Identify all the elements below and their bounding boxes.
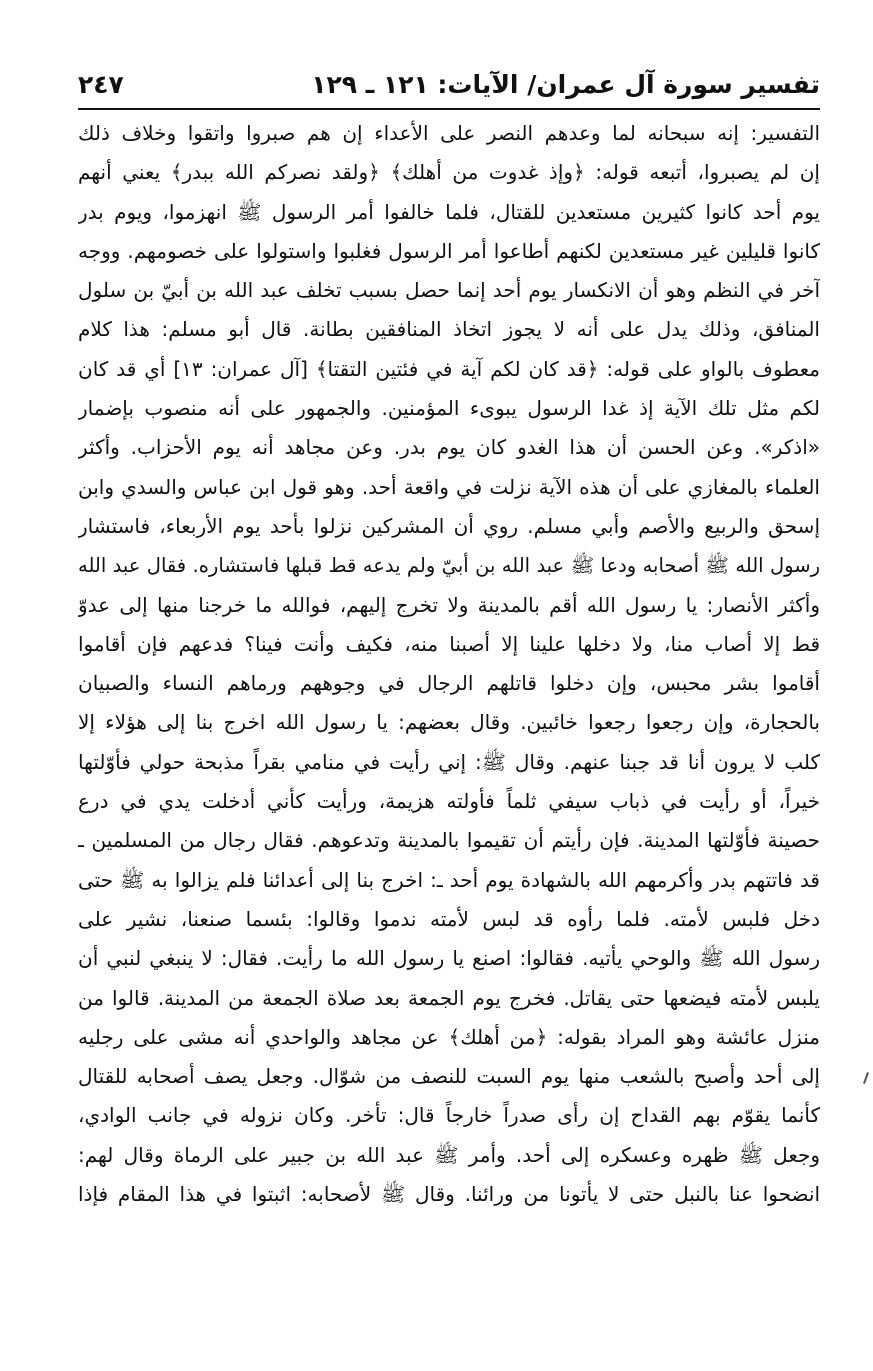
text-line: وأكثر الأنصار: يا رسول الله أقم بالمدينة ولا تخرج إليهم، فوالله ما خرجنا منها إلى عدوّ	[78, 592, 820, 617]
text-line: إسحق والربيع والأصم وأبي مسلم. روي أن المشركين نزلوا بأحد يوم الأربعاء، فاستشار	[78, 513, 820, 538]
text-line: حصينة فأوّلتها المدينة. فإن رأيتم أن تقيموا بالمدينة وتدعوهم. فقال رجال من المسلمين ـ	[78, 828, 820, 853]
text-line: العلماء بالمغازي على أن هذه الآية نزلت في واقعة أحد. وهو قول ابن عباس والسدي وابن	[78, 474, 820, 499]
text-line: إن لم يصبروا، أتبعه قوله: ﴿وإذ غدوت من أهلك﴾ ﴿ولقد نصركم الله ببدر﴾ يعني أنهم	[78, 160, 820, 185]
text-line: كأنما يقوّم بهم القداح إن رأى صدراً خارجاً قال: تأخر. وكان نزوله في جانب الوادي،	[78, 1103, 820, 1128]
text-line: لكم مثل تلك الآية إذ غدا الرسول يبوىء المؤمنين. والجمهور على أنه منصوب بإضمار	[78, 396, 820, 421]
running-title: تفسير سورة آل عمران/ الآيات: ١٢١ ـ ١٢٩	[311, 70, 820, 99]
text-line: أقاموا بشر محبس، وإن دخلوا قاتلهم الرجال في وجوههم ورماهم النساء والصبيان	[78, 671, 820, 696]
text-line: منزل عائشة وهو المراد بقوله: ﴿من أهلك﴾ عن مجاهد والواحدي أنه مشى على رجليه	[78, 1024, 820, 1049]
text-line: المنافق، وذلك يدل على أنه لا يجوز اتخاذ المنافقين بطانة. قال أبو مسلم: هذا كلام	[78, 317, 820, 342]
text-line: رسول الله ﷺ أصحابه ودعا ﷺ عبد الله بن أبيّ ولم يدعه قط قبلها فاستشاره. فقال عبد الله	[78, 554, 820, 578]
text-line: يلبس لأمته فيضعها حتى يقاتل. فخرج يوم الجمعة بعد صلاة الجمعة من المدينة. قالوا من	[78, 985, 820, 1010]
text-line: التفسير: إنه سبحانه لما وعدهم النصر على الأعداء إن هم صبروا واتقوا وخلاف ذلك	[78, 121, 820, 145]
text-line: كانوا قليلين غير مستعدين لكنهم أطاعوا أمر الرسول فغلبوا واستولوا على خصومهم. ووجه	[78, 238, 820, 263]
text-line: كلب لا يرون أنا قد جبنا عنهم. وقال ﷺ: إني رأيت في منامي بقراً مذبحة حولي فأوّلتها	[78, 749, 820, 774]
margin-mark	[863, 1072, 869, 1084]
text-line: خيراً، أو رأيت في ذباب سيفي ثلماً فأولته هزيمة، ورأيت كأني أدخلت يدي في درع	[78, 789, 820, 814]
commentary-text	[78, 114, 820, 1214]
text-line: قط إلا أصاب منا، ولا دخلها علينا إلا أصبنا منه، فكيف وأنت فينا؟ فدعهم فإن أقاموا	[78, 631, 820, 656]
text-line: بالحجارة، وإن رجعوا رجعوا خائبين. وقال بعضهم: يا رسول الله اخرج بنا إلى هؤلاء إلا	[78, 710, 820, 735]
page-number: ٢٤٧	[78, 70, 124, 99]
text-line: انضحوا عنا بالنبل حتى لا يأتونا من ورائنا. وقال ﷺ لأصحابه: اثبتوا في هذا المقام فإذا	[78, 1182, 820, 1207]
text-line: وجعل ﷺ ظهره وعسكره إلى أحد. وأمر ﷺ عبد الله بن جبير على الرماة وقال لهم:	[78, 1142, 820, 1167]
header-rule	[78, 108, 820, 110]
text-line: رسول الله ﷺ والوحي يأتيه. فقالوا: اصنع يا رسول الله ما رأيت. فقال: لا ينبغي لنبي أن	[78, 946, 820, 971]
text-line: معطوف بالواو على قوله: ﴿قد كان لكم آية في فئتين التقتا﴾ [آل عمران: ١٣] أي قد كان	[78, 356, 820, 381]
page-header	[78, 70, 820, 106]
text-line: يوم أحد كانوا كثيرين مستعدين للقتال، فلما خالفوا أمر الرسول ﷺ انهزموا، ويوم بدر	[78, 199, 820, 224]
text-line: آخر في النظم وهو أن الانكسار يوم أحد إنما حصل بسبب تخلف عبد الله بن أبيّ بن سلول	[78, 278, 820, 303]
text-line: دخل فلبس لأمته. فلما رأوه قد لبس لأمته ندموا وقالوا: بئسما صنعنا، نشير على	[78, 906, 820, 931]
text-line: «اذكر». وعن الحسن أن هذا الغدو كان يوم بدر. وعن مجاهد أنه يوم الأحزاب. وأكثر	[78, 435, 820, 460]
book-page	[78, 70, 820, 1214]
text-line: قد فاتتهم بدر وأكرمهم الله بالشهادة يوم أحد ـ: اخرج بنا إلى أعدائنا فلم يزالوا به ﷺ حتى	[78, 867, 820, 892]
text-line: إلى أحد وأصبح بالشعب منها يوم السبت للنصف من شوّال. وجعل يصف أصحابه للقتال	[78, 1064, 820, 1089]
